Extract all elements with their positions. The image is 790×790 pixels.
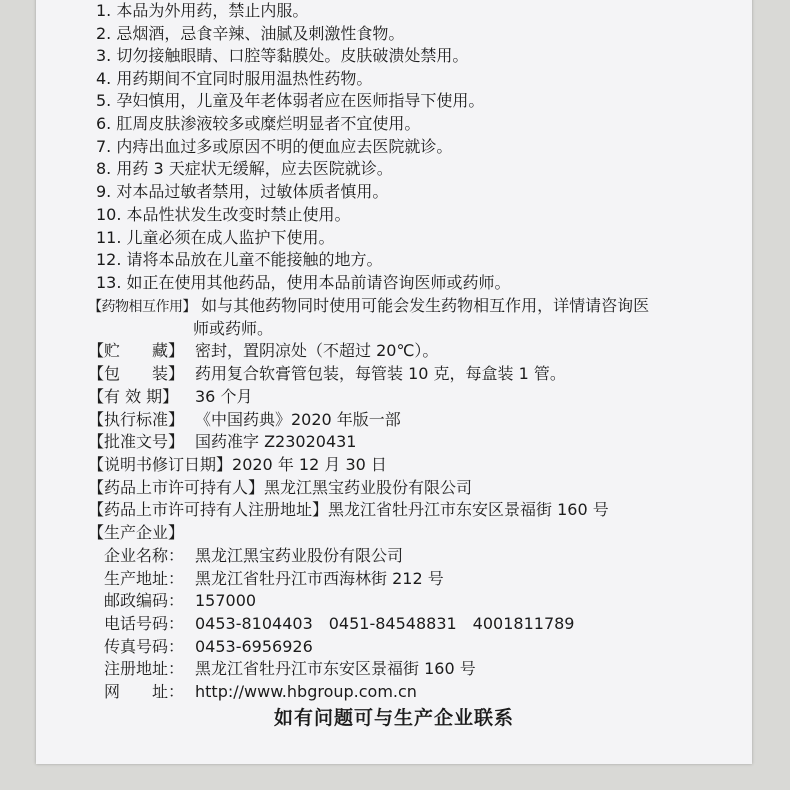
phone-row: 电话号码： 0453-8104403 0451-84548831 4001811789 <box>104 614 575 633</box>
interaction-text: 如与其他药物同时使用可能会发生药物相互作用，详情请咨询医 <box>201 296 650 315</box>
list-item: 6. 肛周皮肤渗液较多或糜烂明显者不宜使用。 <box>96 114 421 133</box>
license-holder-field: 【药品上市许可持有人】黑龙江黑宝药业股份有限公司 <box>88 478 473 497</box>
postal-code-row: 邮政编码： 157000 <box>104 591 257 610</box>
package-field: 【包 装】 药用复合软膏管包装，每管装 10 克，每盒装 1 管。 <box>88 364 566 383</box>
list-item: 3. 切勿接触眼睛、口腔等黏膜处。皮肤破溃处禁用。 <box>96 46 469 65</box>
list-item: 7. 内痔出血过多或原因不明的便血应去医院就诊。 <box>96 137 453 156</box>
list-item: 1. 本品为外用药，禁止内服。 <box>96 1 309 20</box>
manufacturer-heading: 【生产企业】 <box>88 523 185 542</box>
list-item: 10. 本品性状发生改变时禁止使用。 <box>96 205 351 224</box>
storage-field: 【贮 藏】 密封，置阴凉处（不超过 20℃）。 <box>88 341 439 360</box>
interaction-text-continued: 师或药师。 <box>193 319 274 338</box>
contact-note: 如有问题可与生产企业联系 <box>273 707 514 729</box>
registered-address-row: 注册地址： 黑龙江省牡丹江市东安区景福街 160 号 <box>104 659 476 678</box>
list-item: 12. 请将本品放在儿童不能接触的地方。 <box>96 250 383 269</box>
license-holder-address-field: 【药品上市许可持有人注册地址】黑龙江省牡丹江市东安区景福街 160 号 <box>88 500 609 519</box>
fax-row: 传真号码： 0453-6956926 <box>104 637 313 656</box>
list-item: 11. 儿童必须在成人监护下使用。 <box>96 228 335 247</box>
interaction-section <box>88 295 649 318</box>
revision-date-field: 【说明书修订日期】2020 年 12 月 30 日 <box>88 455 387 474</box>
list-item: 13. 如正在使用其他药品，使用本品前请咨询医师或药师。 <box>96 273 511 292</box>
standard-field: 【执行标准】 《中国药典》2020 年版一部 <box>88 410 401 429</box>
website-row: 网 址： http://www.hbgroup.com.cn <box>104 682 417 701</box>
production-address-row: 生产地址： 黑龙江省牡丹江市西海林街 212 号 <box>104 569 444 588</box>
list-item: 9. 对本品过敏者禁用，过敏体质者慎用。 <box>96 182 389 201</box>
list-item: 4. 用药期间不宜同时服用温热性药物。 <box>96 69 373 88</box>
list-item: 5. 孕妇慎用，儿童及年老体弱者应在医师指导下使用。 <box>96 91 485 110</box>
leaflet-page <box>36 0 752 764</box>
list-item: 8. 用药 3 天症状无缓解，应去医院就诊。 <box>96 159 393 178</box>
interaction-label: 【药物相互作用】 <box>88 299 196 315</box>
manufacturer-name-row: 企业名称： 黑龙江黑宝药业股份有限公司 <box>104 546 404 565</box>
shelf-life-field: 【有 效 期】 36 个月 <box>88 387 253 406</box>
list-item: 2. 忌烟酒，忌食辛辣、油腻及刺激性食物。 <box>96 24 405 43</box>
approval-number-field: 【批准文号】 国药准字 Z23020431 <box>88 432 357 451</box>
